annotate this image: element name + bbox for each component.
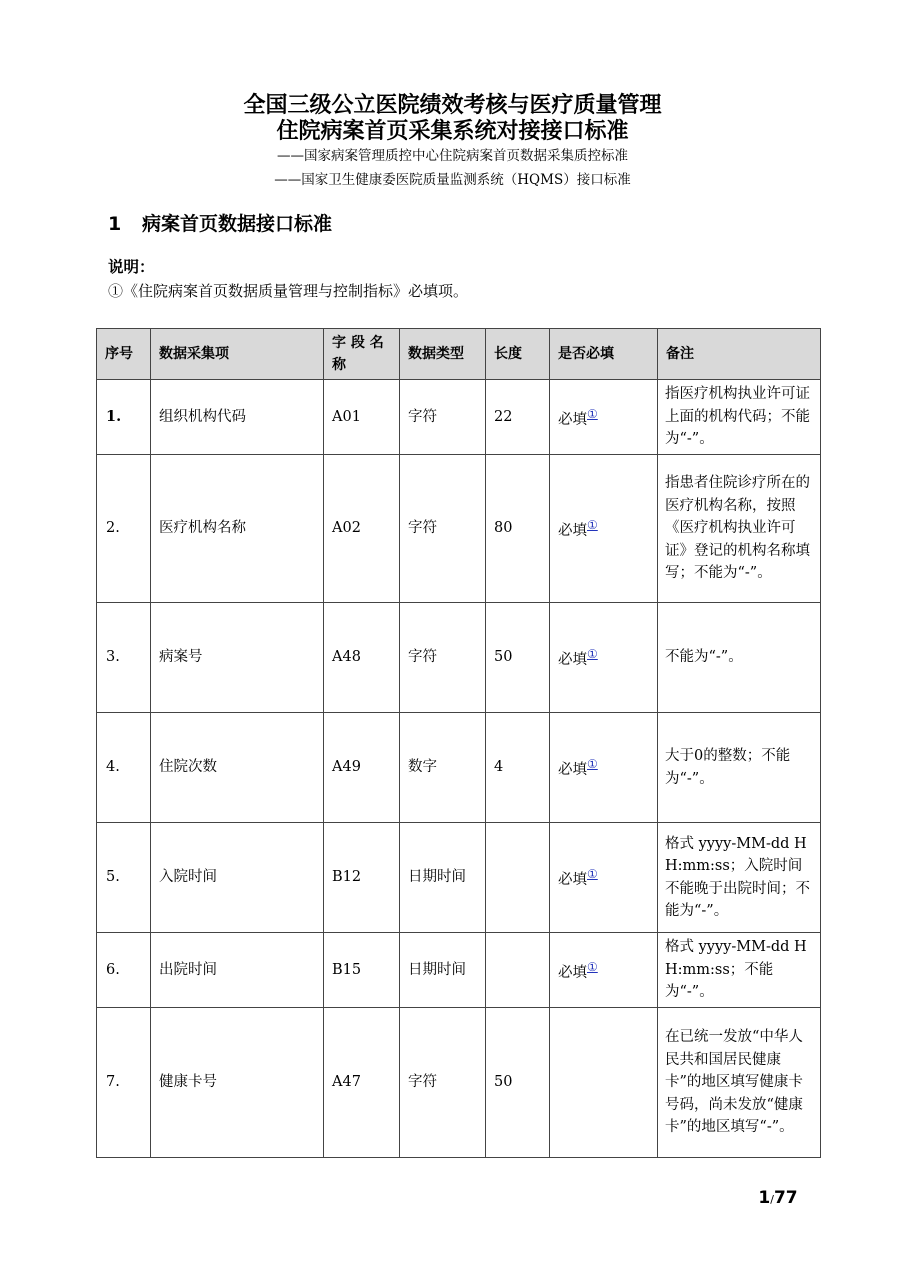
cell-required <box>550 380 658 455</box>
cell-type: 字符 <box>400 380 486 455</box>
cell-seq: 2. <box>97 455 151 603</box>
cell-length: 22 <box>486 380 550 455</box>
explanation-text: ①《住院病案首页数据质量管理与控制指标》必填项。 <box>108 282 469 300</box>
cell-type: 日期时间 <box>400 823 486 933</box>
table-row <box>97 1008 821 1158</box>
cell-type: 日期时间 <box>400 933 486 1008</box>
cell-note: 格式 yyyy-MM-dd HH:mm:ss；入院时间不能晚于出院时间；不能为“-”。 <box>658 823 821 933</box>
cell-length: 50 <box>486 603 550 713</box>
cell-seq: 1. <box>97 380 151 455</box>
cell-field: B15 <box>324 933 400 1008</box>
cell-item: 入院时间 <box>151 823 324 933</box>
cell-length: 4 <box>486 713 550 823</box>
cell-seq: 6. <box>97 933 151 1008</box>
table-row <box>97 713 821 823</box>
footnote-ref-link[interactable]: ① <box>587 867 598 882</box>
section-title: 病案首页数据接口标准 <box>142 213 333 235</box>
field-spec-table <box>96 328 821 1158</box>
cell-note: 格式 yyyy-MM-dd HH:mm:ss；不能为“-”。 <box>658 933 821 1008</box>
page-number <box>738 1188 818 1208</box>
cell-seq: 4. <box>97 713 151 823</box>
header-note: 备注 <box>658 329 821 380</box>
cell-field: A02 <box>324 455 400 603</box>
cell-type: 字符 <box>400 1008 486 1158</box>
cell-note: 指医疗机构执业许可证上面的机构代码；不能为“-”。 <box>658 380 821 455</box>
header-type: 数据类型 <box>400 329 486 380</box>
cell-item: 健康卡号 <box>151 1008 324 1158</box>
required-text: 必填 <box>558 523 587 540</box>
cell-field: A47 <box>324 1008 400 1158</box>
table-row <box>97 933 821 1008</box>
table-row <box>97 823 821 933</box>
footnote-ref-link[interactable]: ① <box>587 647 598 662</box>
header-length: 长度 <box>486 329 550 380</box>
cell-required <box>550 603 658 713</box>
required-text: 必填 <box>558 964 587 981</box>
footnote-ref-link[interactable]: ① <box>587 959 598 974</box>
required-text: 必填 <box>558 652 587 669</box>
section-number: 1 <box>108 213 122 235</box>
required-text: 必填 <box>558 762 587 779</box>
required-text: 必填 <box>558 872 587 889</box>
header-item: 数据采集项 <box>151 329 324 380</box>
cell-note: 不能为“-”。 <box>658 603 821 713</box>
cell-length <box>486 823 550 933</box>
cell-note: 指患者住院诊疗所在的医疗机构名称，按照《医疗机构执业许可证》登记的机构名称填写；不能为“-”。 <box>658 455 821 603</box>
cell-field: B12 <box>324 823 400 933</box>
cell-seq: 7. <box>97 1008 151 1158</box>
footnote-ref-link[interactable]: ① <box>587 518 598 533</box>
header-field: 字 段 名 称 <box>324 329 400 380</box>
document-title-line2: 住院病案首页采集系统对接接口标准 <box>276 119 629 144</box>
cell-type: 数字 <box>400 713 486 823</box>
page-total: 77 <box>773 1188 798 1208</box>
section-heading <box>108 210 332 238</box>
cell-required <box>550 823 658 933</box>
cell-item: 组织机构代码 <box>151 380 324 455</box>
cell-seq: 5. <box>97 823 151 933</box>
table-row <box>97 380 821 455</box>
cell-required <box>550 933 658 1008</box>
cell-field: A48 <box>324 603 400 713</box>
page-current: 1 <box>758 1188 771 1208</box>
required-text: 必填 <box>558 411 587 428</box>
header-seq: 序号 <box>97 329 151 380</box>
cell-length: 50 <box>486 1008 550 1158</box>
table-row <box>97 455 821 603</box>
footnote-ref-link[interactable]: ① <box>587 406 598 421</box>
table-header-row <box>97 329 821 380</box>
cell-required <box>550 455 658 603</box>
document-subtitle-line2: ——国家卫生健康委医院质量监测系统（HQMS）接口标准 <box>274 172 631 188</box>
page-separator: / <box>770 1193 774 1206</box>
cell-length <box>486 933 550 1008</box>
cell-item: 医疗机构名称 <box>151 455 324 603</box>
cell-field: A49 <box>324 713 400 823</box>
document-subtitle-line1: ——国家病案管理质控中心住院病案首页数据采集质控标准 <box>277 148 628 164</box>
cell-note: 大于0的整数；不能为“-”。 <box>658 713 821 823</box>
cell-note: 在已统一发放“中华人民共和国居民健康卡”的地区填写健康卡号码，尚未发放“健康卡”的地区填写“-”。 <box>658 1008 821 1158</box>
cell-item: 住院次数 <box>151 713 324 823</box>
table-row <box>97 603 821 713</box>
document-title-line1: 全国三级公立医院绩效考核与医疗质量管理 <box>243 93 662 118</box>
explanation-label: 说明： <box>108 258 155 276</box>
cell-length: 80 <box>486 455 550 603</box>
cell-required <box>550 713 658 823</box>
cell-required <box>550 1008 658 1158</box>
cell-item: 病案号 <box>151 603 324 713</box>
header-required: 是否必填 <box>550 329 658 380</box>
cell-type: 字符 <box>400 455 486 603</box>
cell-seq: 3. <box>97 603 151 713</box>
cell-type: 字符 <box>400 603 486 713</box>
footnote-ref-link[interactable]: ① <box>587 757 598 772</box>
cell-item: 出院时间 <box>151 933 324 1008</box>
cell-field: A01 <box>324 380 400 455</box>
